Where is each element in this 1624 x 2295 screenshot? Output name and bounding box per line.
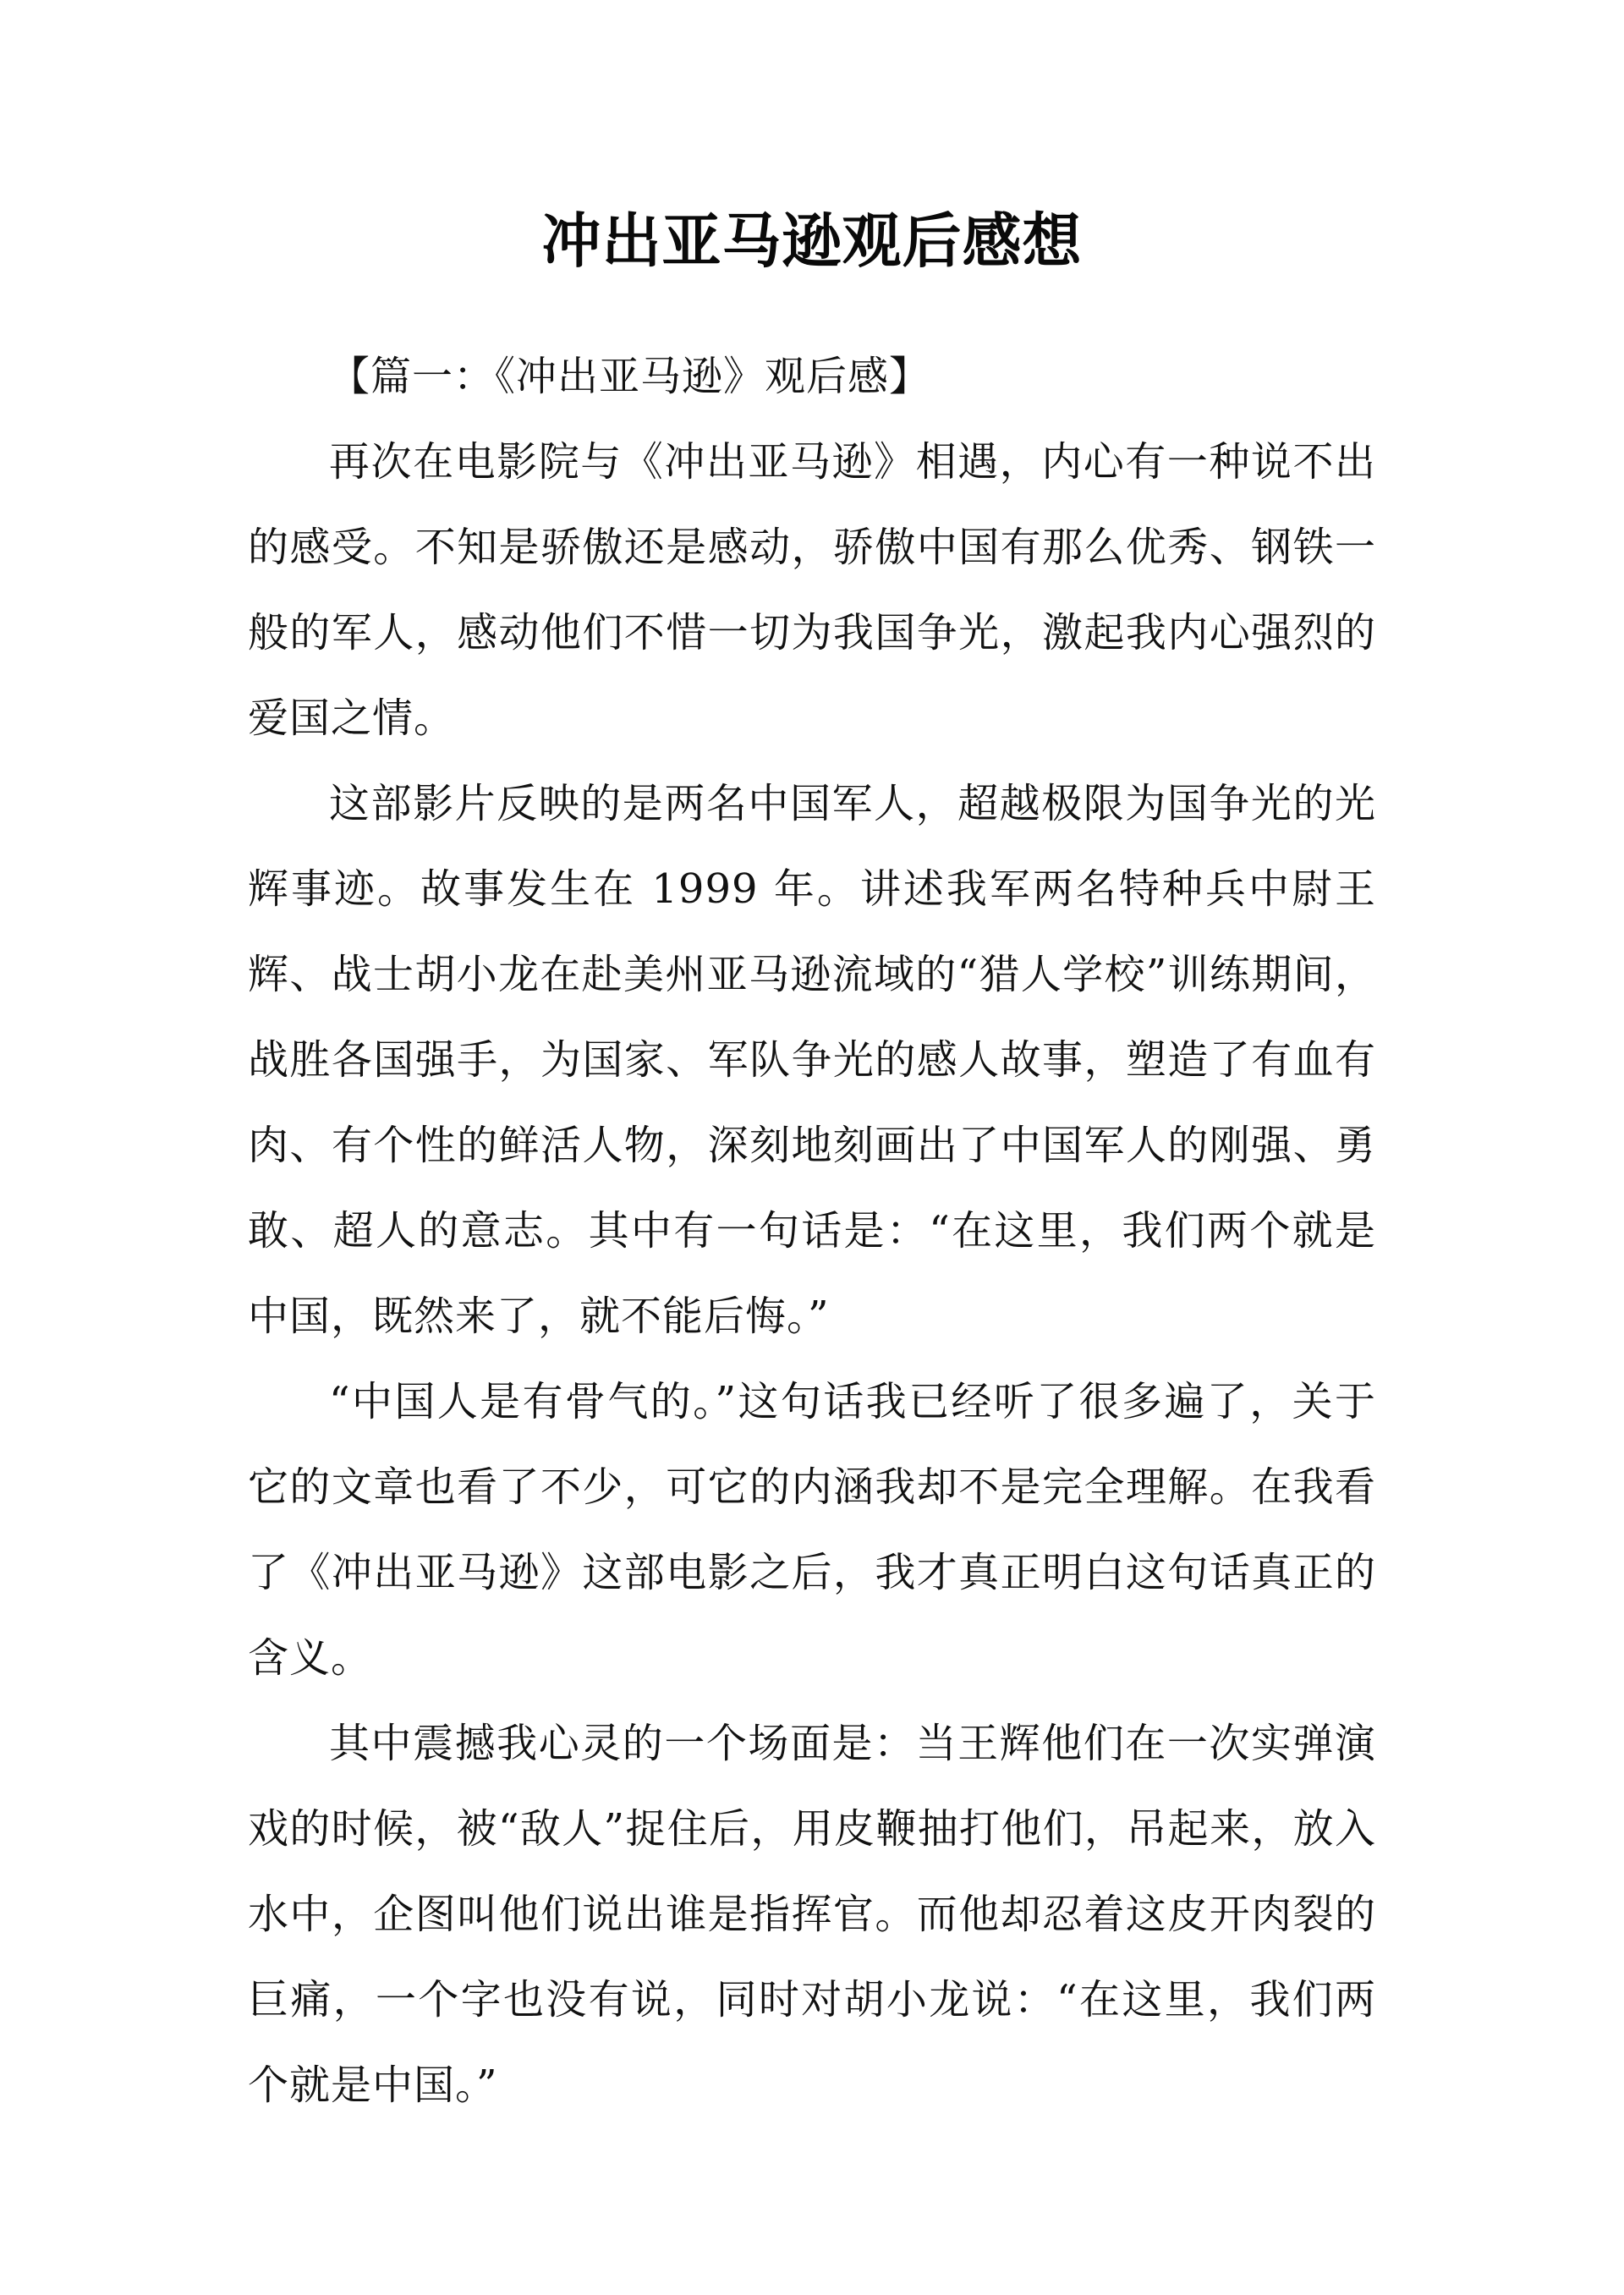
document-title: 冲出亚马逊观后感想 xyxy=(541,206,1083,276)
section-heading: 【篇一：《冲出亚马逊》观后感】 xyxy=(329,353,931,400)
paragraph-2: 这部影片反映的是两名中国军人，超越极限为国争光的光辉事迹。故事发生在 1999 年。讲述我军两名特种兵中尉王辉、战士胡小龙在赴美州亚马逊流域的“猎人学校”训练期间，战胜各国强手，为国家、军队争光的感人故事，塑造了有血有肉、有个性的鲜活人物，深刻地刻画出了中国军人的刚强、勇敢、超人的意志。其中有一句话是：“在这里，我们两个就是中国，既然来了，就不能后悔。” xyxy=(248,780,1376,1340)
document-body xyxy=(248,190,1376,2128)
paragraph-4: 其中震撼我心灵的一个场面是：当王辉他们在一次实弹演戏的时候，被“敌人”捉住后，用皮鞭抽打他们，吊起来，放入水中，企图叫他们说出谁是指挥官。而他却忍着这皮开肉裂的巨痛，一个字也没有说，同时对胡小龙说：“在这里，我们两个就是中国。” xyxy=(248,1720,1376,2109)
paragraph-1: 再次在电影院与《冲出亚马逊》相遇，内心有一种说不出的感受。不知是骄傲还是感动，骄傲中国有那么优秀、钢铁一般的军人，感动他们不惜一切为我国争光，激起我内心强烈的爱国之情。 xyxy=(248,438,1376,742)
paragraph-3: “中国人是有骨气的。”这句话我已经听了很多遍了，关于它的文章也看了不少，可它的内涵我却不是完全理解。在我看了《冲出亚马逊》这部电影之后，我才真正明白这句话真正的含义。 xyxy=(248,1378,1376,1682)
